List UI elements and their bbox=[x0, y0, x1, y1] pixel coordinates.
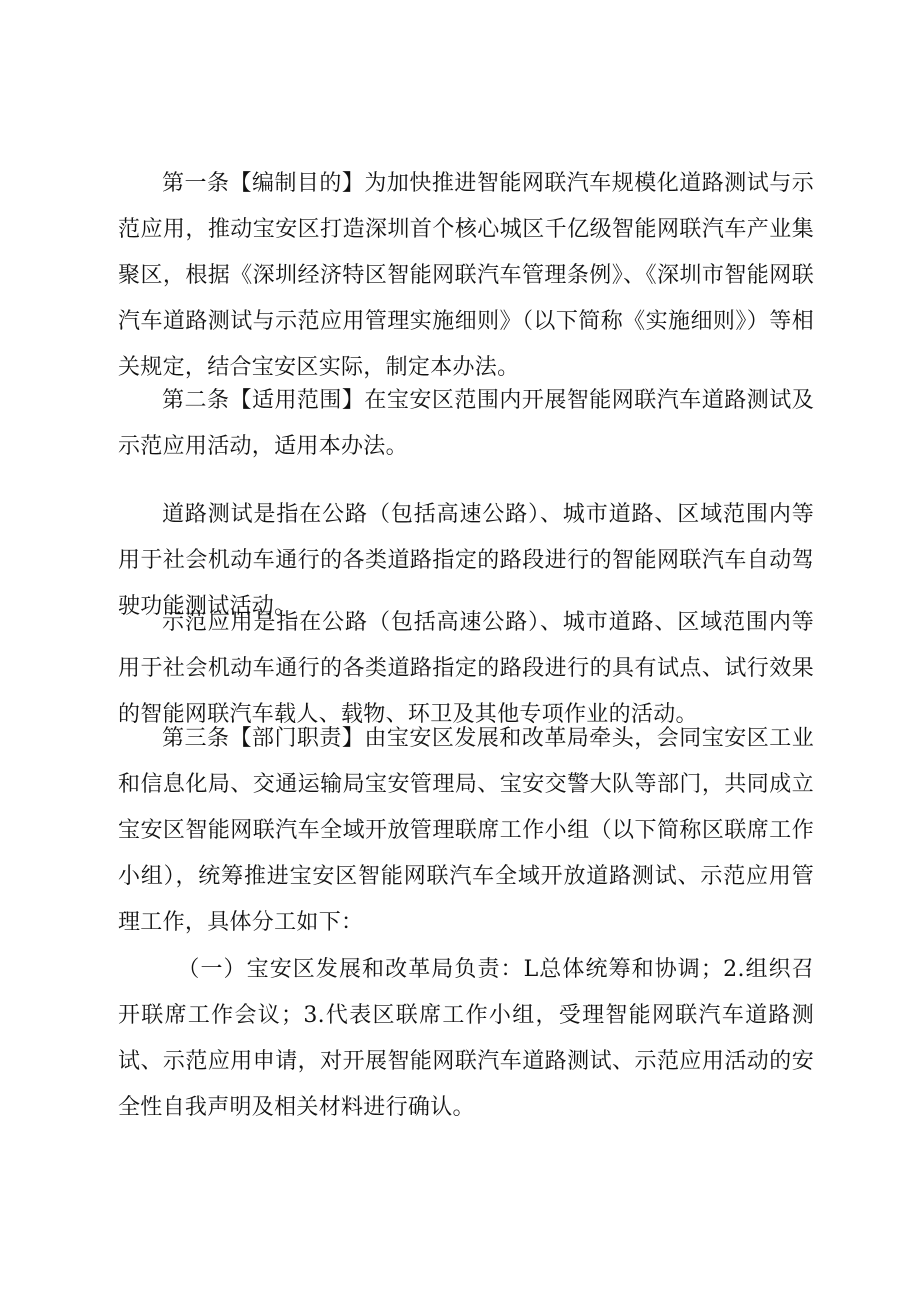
article-2-scope-paragraph: 第二条【适用范围】在宝安区范围内开展智能网联汽车道路测试及示范应用活动，适用本办法。 bbox=[118, 388, 814, 459]
item-1-development-reform-bureau-paragraph: （一）宝安区发展和改革局负责：L总体统筹和协调；2.组织召开联席工作会议；3.代表区联席工作小组，受理智能网联汽车道路测试、示范应用申请，对开展智能网联汽车道路测试、示范应用活动的安全性自我声明及相关材料进行确认。 bbox=[118, 957, 814, 1120]
article-1-purpose-paragraph: 第一条【编制目的】为加快推进智能网联汽车规模化道路测试与示范应用，推动宝安区打造深圳首个核心城区千亿级智能网联汽车产业集聚区，根据《深圳经济特区智能网联汽车管理条例》、《深圳市智能网联汽车道路测试与示范应用管理实施细则》（以下简称《实施细则》）等相关规定，结合宝安区实际，制定本办法。 bbox=[118, 171, 814, 380]
road-testing-definition-paragraph: 道路测试是指在公路（包括高速公路）、城市道路、区域范围内等用于社会机动车通行的各类道路指定的路段进行的智能网联汽车自动驾驶功能测试活动。 bbox=[118, 502, 814, 619]
article-3-responsibilities-paragraph: 第三条【部门职责】由宝安区发展和改革局牵头，会同宝安区工业和信息化局、交通运输局宝安管理局、宝安交警大队等部门，共同成立宝安区智能网联汽车全域开放管理联席工作小组（以下简称区联席工作小组），统筹推进宝安区智能网联汽车全域开放道路测试、示范应用管理工作，具体分工如下： bbox=[118, 726, 814, 935]
demonstration-application-definition-paragraph: 示范应用是指在公路（包括高速公路）、城市道路、区域范围内等用于社会机动车通行的各类道路指定的路段进行的具有试点、试行效果的智能网联汽车载人、载物、环卫及其他专项作业的活动。 bbox=[118, 610, 814, 727]
